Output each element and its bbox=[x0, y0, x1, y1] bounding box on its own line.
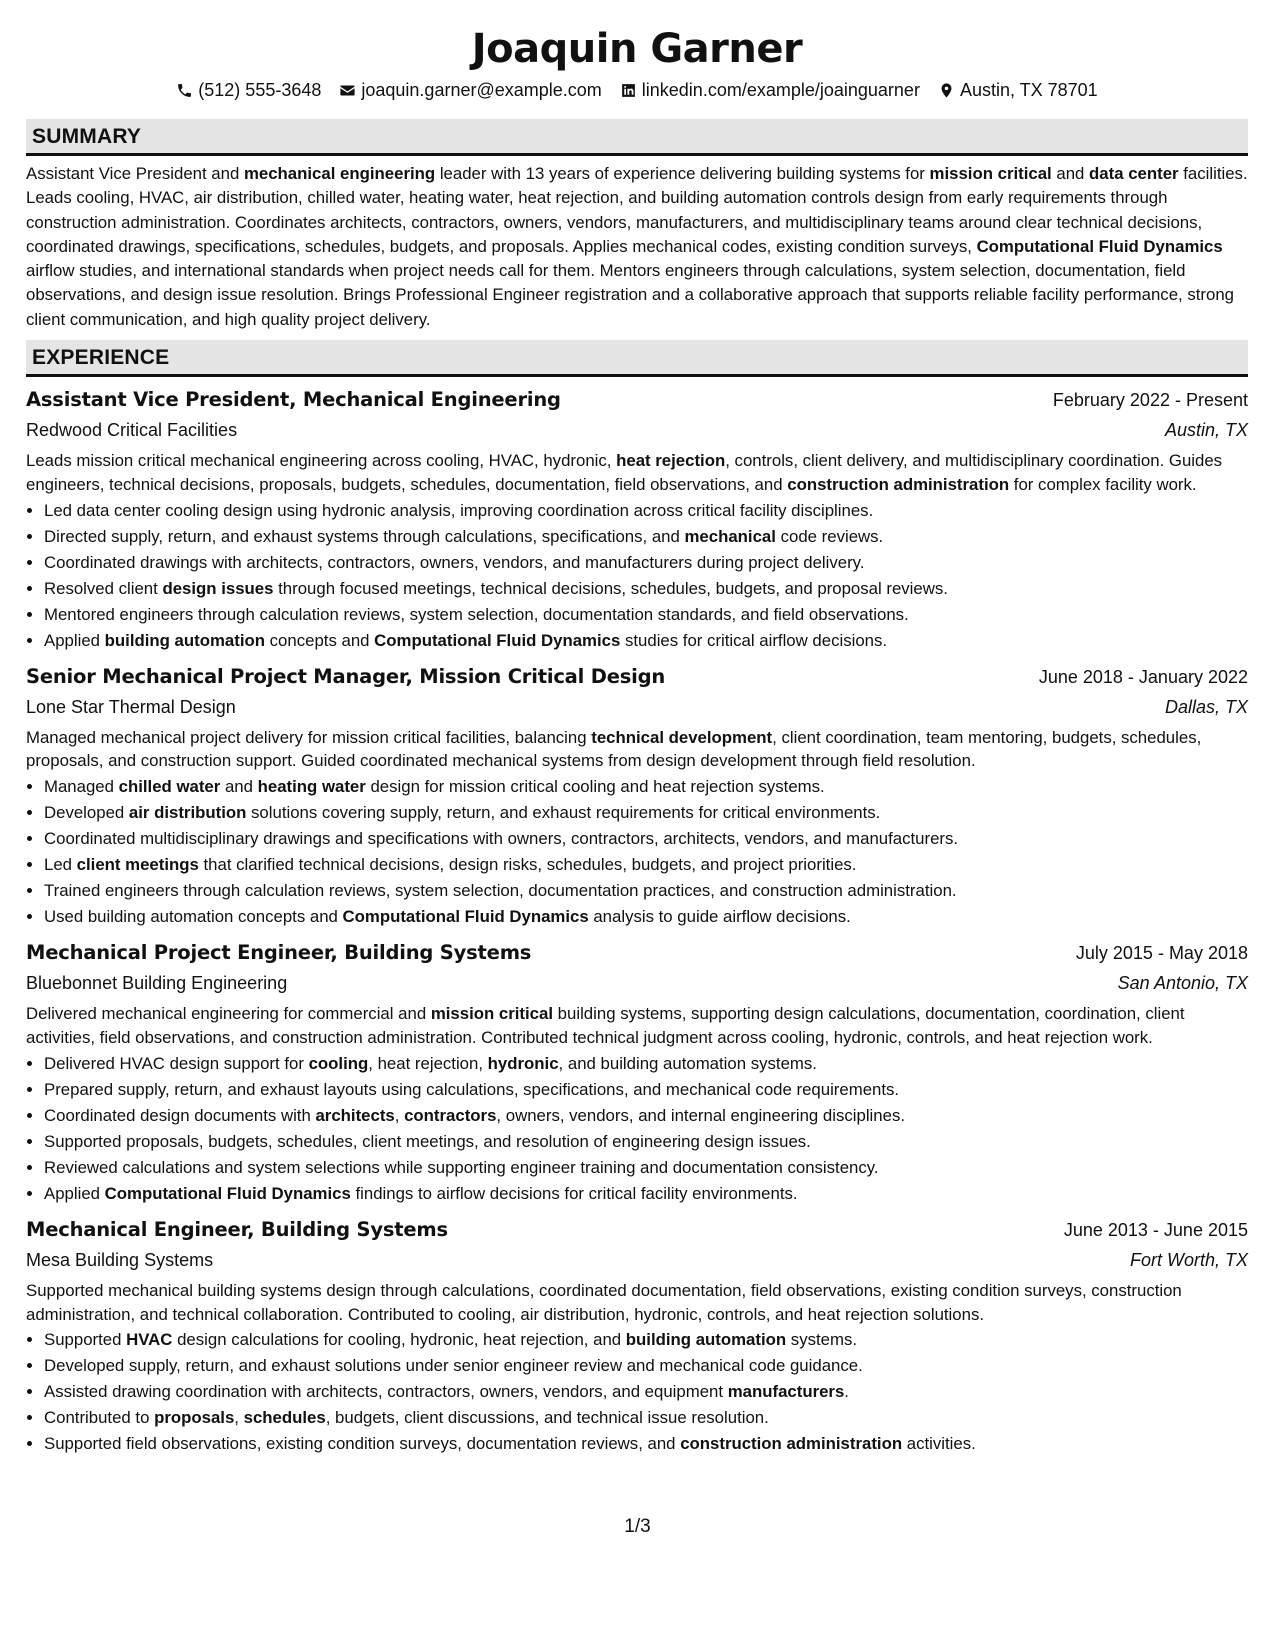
contact-location bbox=[938, 78, 1098, 102]
bold-phrase: Computational Fluid Dynamics bbox=[374, 630, 621, 650]
job-bullet: • Coordinated multidisciplinary drawings and specifications with owners, contractors, architects, vendors, and manufacturers. bbox=[44, 826, 1248, 852]
job-bullet: • Applied building automation concepts and Computational Fluid Dynamics studies for critical airflow decisions. bbox=[44, 628, 1248, 654]
job-bullet: • Assisted drawing coordination with architects, contractors, owners, vendors, and equipment manufacturers. bbox=[44, 1379, 1248, 1405]
job-bullet: • Resolved client design issues through focused meetings, technical decisions, schedules, budgets, and proposal reviews. bbox=[44, 576, 1248, 602]
job-bullet: • Coordinated drawings with architects, contractors, owners, vendors, and manufacturers during project delivery. bbox=[44, 550, 1248, 576]
contact-bar bbox=[26, 78, 1248, 102]
bold-phrase: Computational Fluid Dynamics bbox=[976, 236, 1223, 256]
job-bullet: • Delivered HVAC design support for cooling, heat rejection, hydronic, and building automation systems. bbox=[44, 1051, 1248, 1077]
job-header-row bbox=[26, 1215, 1248, 1245]
job-bullet: • Coordinated design documents with architects, contractors, owners, vendors, and internal engineering disciplines. bbox=[44, 1103, 1248, 1129]
job-bullet: • Trained engineers through calculation reviews, system selection, documentation practices, and construction administration. bbox=[44, 878, 1248, 904]
contact-phone[interactable] bbox=[176, 78, 321, 102]
bold-phrase: heating water bbox=[257, 777, 366, 797]
job-bullet: • Developed supply, return, and exhaust solutions under senior engineer review and mechanical code guidance. bbox=[44, 1353, 1248, 1379]
job-summary: Supported mechanical building systems design through calculations, coordinated documentation, field observations, existing condition surveys, construction administration, and technical collaboration. Contributed to cooling, air distribution, hydronic, controls, and heat rejection solutions. bbox=[26, 1280, 1182, 1324]
job-company: Redwood Critical Facilities bbox=[26, 420, 238, 441]
job-company-row bbox=[26, 1245, 1248, 1275]
map-pin-icon bbox=[938, 82, 955, 99]
job-bullet: • Reviewed calculations and system selections while supporting engineer training and documentation consistency. bbox=[44, 1155, 1248, 1181]
linkedin-text: linkedin.com/example/joainguarner bbox=[641, 80, 920, 100]
bold-phrase: schedules bbox=[243, 1408, 326, 1428]
bold-phrase: Computational Fluid Dynamics bbox=[104, 1183, 351, 1203]
job-bullet: • Supported field observations, existing condition surveys, documentation reviews, and construction administration activities. bbox=[44, 1431, 1248, 1457]
job-location: Fort Worth, TX bbox=[1129, 1249, 1248, 1270]
bold-phrase: Computational Fluid Dynamics bbox=[342, 907, 589, 927]
job-bullet: • Led client meetings that clarified technical decisions, design risks, schedules, budgets, and project priorities. bbox=[44, 852, 1248, 878]
job-company-row bbox=[26, 692, 1248, 722]
bold-phrase: proposals bbox=[154, 1408, 235, 1428]
bold-phrase: chilled water bbox=[118, 777, 221, 797]
bold-phrase: HVAC bbox=[126, 1330, 173, 1350]
job-entry bbox=[26, 385, 1248, 654]
job-dates: June 2013 - June 2015 bbox=[1063, 1219, 1248, 1240]
job-summary: Managed mechanical project delivery for mission critical facilities, balancing technical development, client coordination, team mentoring, budgets, schedules, proposals, and construction support. Guided coordinated mechanical systems from design development through field resolution. bbox=[26, 727, 1202, 771]
job-entry bbox=[26, 938, 1248, 1207]
bold-phrase: contractors bbox=[404, 1105, 497, 1125]
summary-text: Assistant Vice President and mechanical engineering leader with 13 years of experience delivering building systems for mission critical and data center facilities. Leads cooling, HVAC, air distribution, chilled water, heating water, heat rejection, and building automation controls design from early requirements through construction administration. Coordinates architects, contractors, owners, vendors, manufacturers, and multidisciplinary teams around clear technical decisions, coordinated drawings, specifications, schedules, budgets, and proposals. Applies mechanical codes, existing condition surveys, Computational Fluid Dynamics airflow studies, and international standards when project needs call for them. Mentors engineers through calculations, system selection, documentation, field observations, and design issue resolution. Brings Professional Engineer registration and a collaborative approach that supports reliable facility performance, strong client communication, and high quality project delivery. bbox=[26, 164, 1248, 329]
bold-phrase: technical development bbox=[591, 727, 773, 747]
job-title: Senior Mechanical Project Manager, Mission Critical Design bbox=[26, 664, 666, 688]
candidate-name: Joaquin Garner bbox=[471, 26, 803, 72]
job-bullet: • Developed air distribution solutions covering supply, return, and exhaust requirements for critical environments. bbox=[44, 800, 1248, 826]
bold-phrase: construction administration bbox=[787, 474, 1010, 494]
job-title: Assistant Vice President, Mechanical Engineering bbox=[26, 388, 561, 412]
job-company-row bbox=[26, 415, 1248, 445]
job-header-row bbox=[26, 385, 1248, 415]
contact-email[interactable] bbox=[339, 78, 601, 102]
job-title: Mechanical Project Engineer, Building Systems bbox=[26, 941, 532, 965]
job-bullet: • Managed chilled water and heating water design for mission critical cooling and heat rejection systems. bbox=[44, 774, 1248, 800]
job-bullet: • Supported HVAC design calculations for cooling, hydronic, heat rejection, and building automation systems. bbox=[44, 1327, 1248, 1353]
phone-text: (512) 555-3648 bbox=[198, 80, 322, 100]
bold-phrase: hydronic bbox=[487, 1053, 559, 1073]
job-bullet: • Led data center cooling design using hydronic analysis, improving coordination across critical facility disciplines. bbox=[44, 498, 1248, 524]
job-bullet: • Used building automation concepts and Computational Fluid Dynamics analysis to guide airflow decisions. bbox=[44, 904, 1248, 930]
job-title: Mechanical Engineer, Building Systems bbox=[26, 1217, 448, 1241]
job-location: Austin, TX bbox=[1164, 420, 1248, 441]
bold-phrase: mission critical bbox=[430, 1004, 554, 1024]
page-number: 1/3 bbox=[624, 1516, 651, 1537]
job-location: San Antonio, TX bbox=[1117, 973, 1248, 994]
bold-phrase: architects bbox=[315, 1105, 395, 1125]
job-dates: February 2022 - Present bbox=[1052, 390, 1248, 411]
linkedin-icon bbox=[620, 82, 637, 99]
bold-phrase: data center bbox=[1089, 164, 1179, 183]
phone-icon bbox=[176, 82, 193, 99]
bold-phrase: building automation bbox=[625, 1330, 787, 1350]
job-bullet: • Supported proposals, budgets, schedules, client meetings, and resolution of engineering design issues. bbox=[44, 1129, 1248, 1155]
bold-phrase: building automation bbox=[104, 630, 265, 650]
job-bullet: • Mentored engineers through calculation reviews, system selection, documentation standards, and field observations. bbox=[44, 602, 1248, 628]
bold-phrase: mechanical bbox=[684, 526, 776, 546]
job-company: Lone Star Thermal Design bbox=[26, 696, 236, 717]
bold-phrase: heat rejection bbox=[616, 451, 726, 471]
job-bullet: • Contributed to proposals, schedules, budgets, client discussions, and technical issue resolution. bbox=[44, 1405, 1248, 1431]
job-header-row bbox=[26, 938, 1248, 968]
envelope-icon bbox=[339, 82, 356, 99]
job-company-row bbox=[26, 968, 1248, 998]
job-company: Mesa Building Systems bbox=[26, 1249, 214, 1270]
job-company: Bluebonnet Building Engineering bbox=[26, 973, 288, 994]
bold-phrase: construction administration bbox=[680, 1434, 903, 1454]
job-bullet: • Directed supply, return, and exhaust systems through calculations, specifications, and mechanical code reviews. bbox=[44, 524, 1248, 550]
job-summary: Delivered mechanical engineering for commercial and mission critical building systems, supporting design calculations, documentation, coordination, client activities, field observations, and construction administration. Contributed technical judgment across cooling, hydronic, controls, and heat rejection work. bbox=[26, 1004, 1185, 1048]
summary-header: SUMMARY bbox=[26, 119, 1248, 156]
bold-phrase: cooling bbox=[308, 1053, 369, 1073]
bold-phrase: mechanical engineering bbox=[243, 164, 436, 183]
job-dates: June 2018 - January 2022 bbox=[1038, 666, 1248, 687]
location-text: Austin, TX 78701 bbox=[959, 80, 1098, 100]
job-dates: July 2015 - May 2018 bbox=[1075, 943, 1248, 964]
email-text: joaquin.garner@example.com bbox=[361, 80, 602, 100]
job-bullet: • Applied Computational Fluid Dynamics findings to airflow decisions for critical facility environments. bbox=[44, 1181, 1248, 1207]
job-entry bbox=[26, 1215, 1248, 1458]
job-entry bbox=[26, 662, 1248, 931]
job-bullets bbox=[26, 1327, 1248, 1457]
experience-header: EXPERIENCE bbox=[26, 340, 1248, 377]
bold-phrase: client meetings bbox=[76, 855, 199, 875]
bold-phrase: mission critical bbox=[929, 164, 1052, 183]
bold-phrase: manufacturers bbox=[727, 1382, 845, 1402]
bold-phrase: air distribution bbox=[128, 803, 247, 823]
job-bullets bbox=[26, 498, 1248, 654]
job-summary: Leads mission critical mechanical engineering across cooling, HVAC, hydronic, heat rejection, controls, client delivery, and multidisciplinary coordination. Guides engineers, technical decisions, proposals, budgets, schedules, documentation, field observations, and construction administration for complex facility work. bbox=[26, 451, 1223, 494]
job-bullets bbox=[26, 774, 1248, 930]
job-location: Dallas, TX bbox=[1164, 696, 1248, 717]
experience-list bbox=[26, 385, 1248, 1457]
contact-linkedin[interactable] bbox=[620, 78, 920, 102]
bold-phrase: design issues bbox=[162, 578, 274, 598]
job-header-row bbox=[26, 662, 1248, 692]
job-bullet: • Prepared supply, return, and exhaust layouts using calculations, specifications, and mechanical code requirements. bbox=[44, 1077, 1248, 1103]
resume-page bbox=[26, 0, 1248, 1457]
job-bullets bbox=[26, 1051, 1248, 1207]
